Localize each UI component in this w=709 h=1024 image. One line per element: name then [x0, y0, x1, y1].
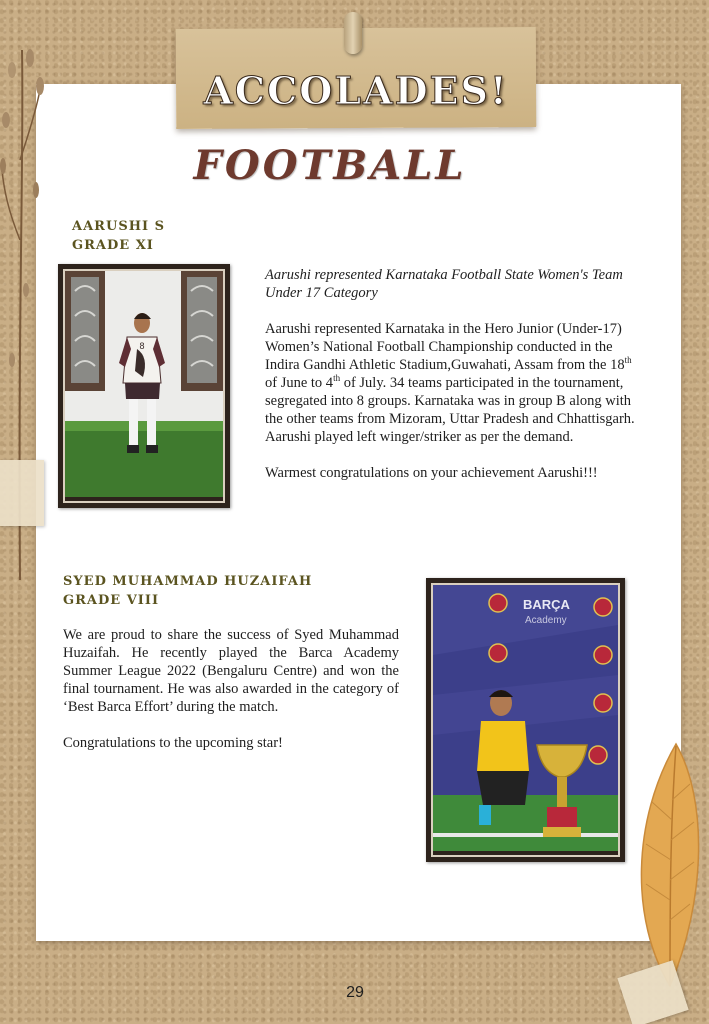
- student2-photo-inner: [431, 583, 620, 857]
- section-title: FOOTBALL: [193, 142, 467, 189]
- student1-photo: [58, 264, 230, 508]
- student1-body-part2: of June to 4: [265, 375, 334, 391]
- student1-body: [265, 320, 645, 446]
- student2-grade: GRADE VIII: [63, 593, 160, 608]
- student2-body: We are proud to share the success of Syed Muhammad Huzaifah. He recently played the Barca Academy Summer League 2022 (Bengaluru Centre) and won the final tournament. He was also awarded in the category of ‘Best Barca Effort’ during the match.: [63, 627, 399, 715]
- page-number: 29: [346, 984, 364, 1001]
- student1-headline: Aarushi represented Karnataka Football State Women's Team Under 17 Category: [265, 267, 623, 301]
- student2-photo: [426, 578, 625, 862]
- pin-icon: [344, 12, 362, 54]
- jersey-number: 8: [139, 341, 145, 351]
- ordinal-suffix-1: th: [624, 355, 632, 366]
- tape-left: [0, 460, 44, 526]
- student1-heading: [72, 217, 165, 255]
- student1-grade: GRADE XI: [72, 238, 154, 253]
- student1-body-part1: Aarushi represented Karnataka in the Hero Junior (Under-17) Women’s National Football Championship conducted in the Indira Gandhi Athletic Stadium,Guwahati, Assam from the 18: [265, 321, 625, 373]
- page-title: ACCOLADES!: [203, 68, 509, 113]
- banner-subtext: Academy: [525, 615, 567, 626]
- student1-name: AARUSHI S: [72, 219, 165, 234]
- student2-text: [63, 626, 399, 770]
- student2-name: SYED MUHAMMAD HUZAIFAH: [63, 574, 313, 589]
- student2-heading: [63, 572, 312, 610]
- footballer-girl-image: [65, 271, 223, 497]
- footballer-boy-trophy-image: [433, 585, 618, 851]
- student1-body-part3: of July. 34 teams participated in the tournament, segregated into 8 groups. Karnataka was in group B along with the other teams from Mizoram, Uttar Pradesh and Chhattisgarh. Aarushi played left winger/striker as per the demand.: [265, 375, 635, 445]
- banner-text: BARÇA: [523, 597, 570, 612]
- student1-photo-inner: [63, 269, 225, 503]
- student2-congrats: Congratulations to the upcoming star!: [63, 735, 283, 751]
- student1-text: [265, 266, 645, 500]
- dried-leaf-decoration: [620, 740, 709, 990]
- student1-congrats: Warmest congratulations on your achievement Aarushi!!!: [265, 465, 598, 481]
- ordinal-suffix-2: th: [333, 373, 341, 384]
